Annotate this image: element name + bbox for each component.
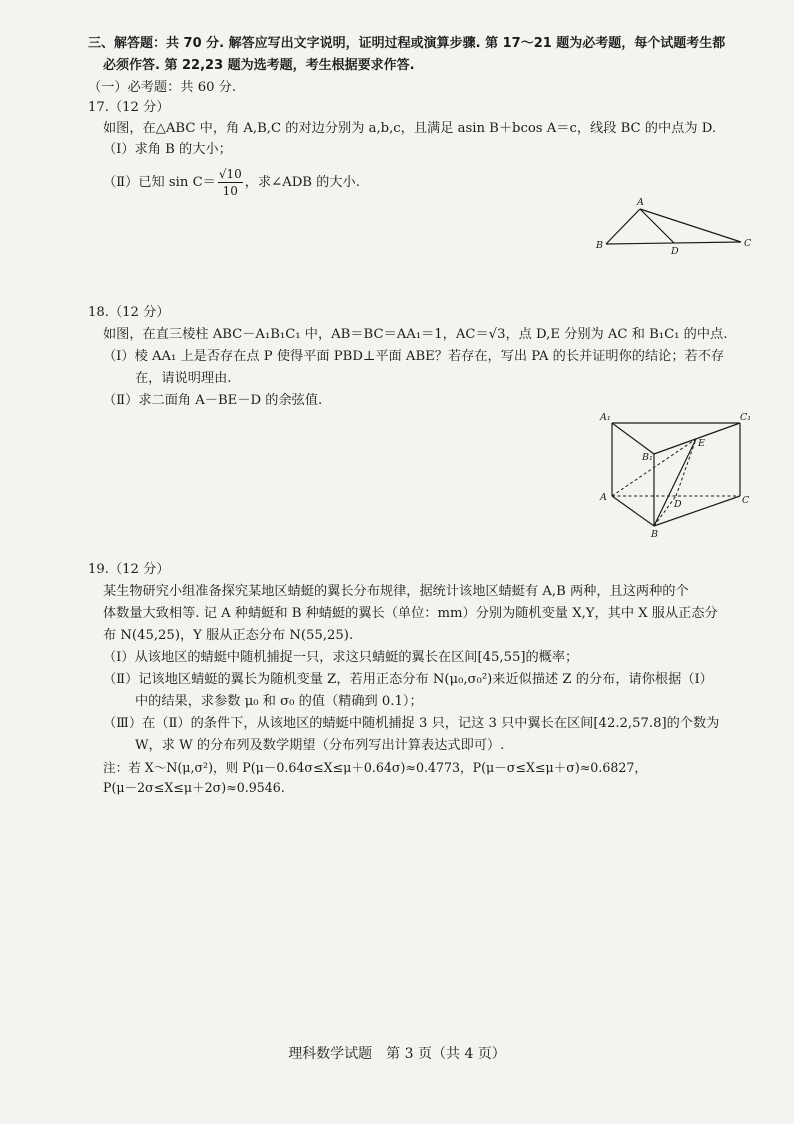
label-c: C [744, 238, 752, 249]
q19-part1: （Ⅰ）从该地区的蜻蜓中随机捕捉一只，求这只蜻蜓的翼长在区间[45,55]的概率； [103, 650, 579, 665]
q18-stem: 如图，在直三棱柱 ABC－A₁B₁C₁ 中，AB＝BC＝AA₁＝1，AC＝√3，点 D,E 分别为 AC 和 B₁C₁ 的中点. [103, 327, 728, 342]
q18-prism-figure [596, 410, 756, 540]
label-a: A [600, 492, 607, 503]
q18-part1-line2: 在，请说明理由. [135, 371, 232, 386]
edge-a1b1 [612, 423, 654, 454]
q17-part2 [103, 166, 360, 199]
page-footer: 理科数学试题 第 3 页（共 4 页） [288, 1046, 506, 1062]
fraction-numerator: √10 [218, 167, 242, 181]
q19-stem-line1: 某生物研究小组准备探究某地区蜻蜓的翼长分布规律，据统计该地区蜻蜓有 A,B 两种，且这两种的个 [103, 584, 689, 599]
q19-part3-line1: （Ⅲ）在（Ⅱ）的条件下，从该地区的蜻蜓中随机捕捉 3 只，记这 3 只中翼长在区间[42.2,57.8]的个数为 [103, 716, 720, 731]
edge-ab [606, 209, 640, 244]
edge-ab [612, 496, 654, 526]
q19-header: 19.（12 分） [88, 562, 170, 577]
fraction-denominator: 10 [222, 184, 238, 198]
label-c: C [742, 495, 750, 506]
q19-note-line1: 注：若 X～N(μ,σ²)，则 P(μ－0.64σ≤X≤μ＋0.64σ)≈0.4773，P(μ－σ≤X≤μ＋σ)≈0.6827， [103, 760, 647, 775]
label-a: A [637, 197, 644, 208]
fraction [218, 166, 243, 199]
q17-part2-pre: （Ⅱ）已知 sin C＝ [103, 175, 216, 190]
section-subheading: （一）必考题：共 60 分. [88, 80, 237, 95]
label-d: D [671, 246, 679, 257]
label-c1: C₁ [740, 412, 752, 423]
q18-part1-line1: （Ⅰ）棱 AA₁ 上是否存在点 P 使得平面 PBD⊥平面 ABE？若存在，写出 PA 的长并证明你的结论；若不存 [103, 349, 725, 364]
edge-b1c1 [654, 423, 740, 454]
q17-stem: 如图，在△ABC 中，角 A,B,C 的对边分别为 a,b,c，且满足 asin B＋bcos A＝c，线段 BC 的中点为 D. [103, 121, 717, 136]
label-b: B [651, 529, 658, 540]
label-d: D [674, 499, 682, 510]
q18-part2: （Ⅱ）求二面角 A－BE－D 的余弦值. [103, 393, 323, 408]
q19-stem-line3: 布 N(45,25)，Y 服从正态分布 N(55,25). [103, 628, 354, 643]
q17-part2-post: ，求∠ADB 的大小. [244, 175, 360, 190]
label-e: E [698, 438, 705, 449]
q19-note-line2: P(μ－2σ≤X≤μ＋2σ)≈0.9546. [103, 780, 285, 795]
q17-header: 17.（12 分） [88, 100, 170, 115]
label-b: B [596, 240, 603, 251]
label-a1: A₁ [600, 412, 611, 423]
hidden-segment-bd [654, 496, 676, 526]
section-heading-line1: 三、解答题：共 70 分. 解答应写出文字说明，证明过程或演算步骤. 第 17～21 题为必考题，每个试题考生都 [88, 36, 726, 51]
hidden-segment-de [676, 439, 696, 496]
q19-part2-line1: （Ⅱ）记该地区蜻蜓的翼长为随机变量 Z，若用正态分布 N(μ₀,σ₀²)来近似描述 Z 的分布，请你根据（Ⅰ） [103, 672, 713, 687]
section-heading-line2: 必须作答. 第 22,23 题为选考题，考生根据要求作答. [103, 58, 415, 73]
q19-stem-line2: 体数量大致相等. 记 A 种蜻蜓和 B 种蜻蜓的翼长（单位：mm）分别为随机变量 X,Y，其中 X 服从正态分 [103, 606, 718, 621]
q19-part2-line2: 中的结果，求参数 μ₀ 和 σ₀ 的值（精确到 0.1）； [135, 694, 423, 709]
q18-header: 18.（12 分） [88, 305, 170, 320]
q19-part3-line2: W，求 W 的分布列及数学期望（分布列写出计算表达式即可）. [135, 738, 505, 753]
q17-triangle-figure [596, 198, 756, 258]
q17-part1: （Ⅰ）求角 B 的大小； [103, 142, 232, 157]
edge-ac [640, 209, 741, 242]
label-b1: B₁ [642, 452, 653, 463]
